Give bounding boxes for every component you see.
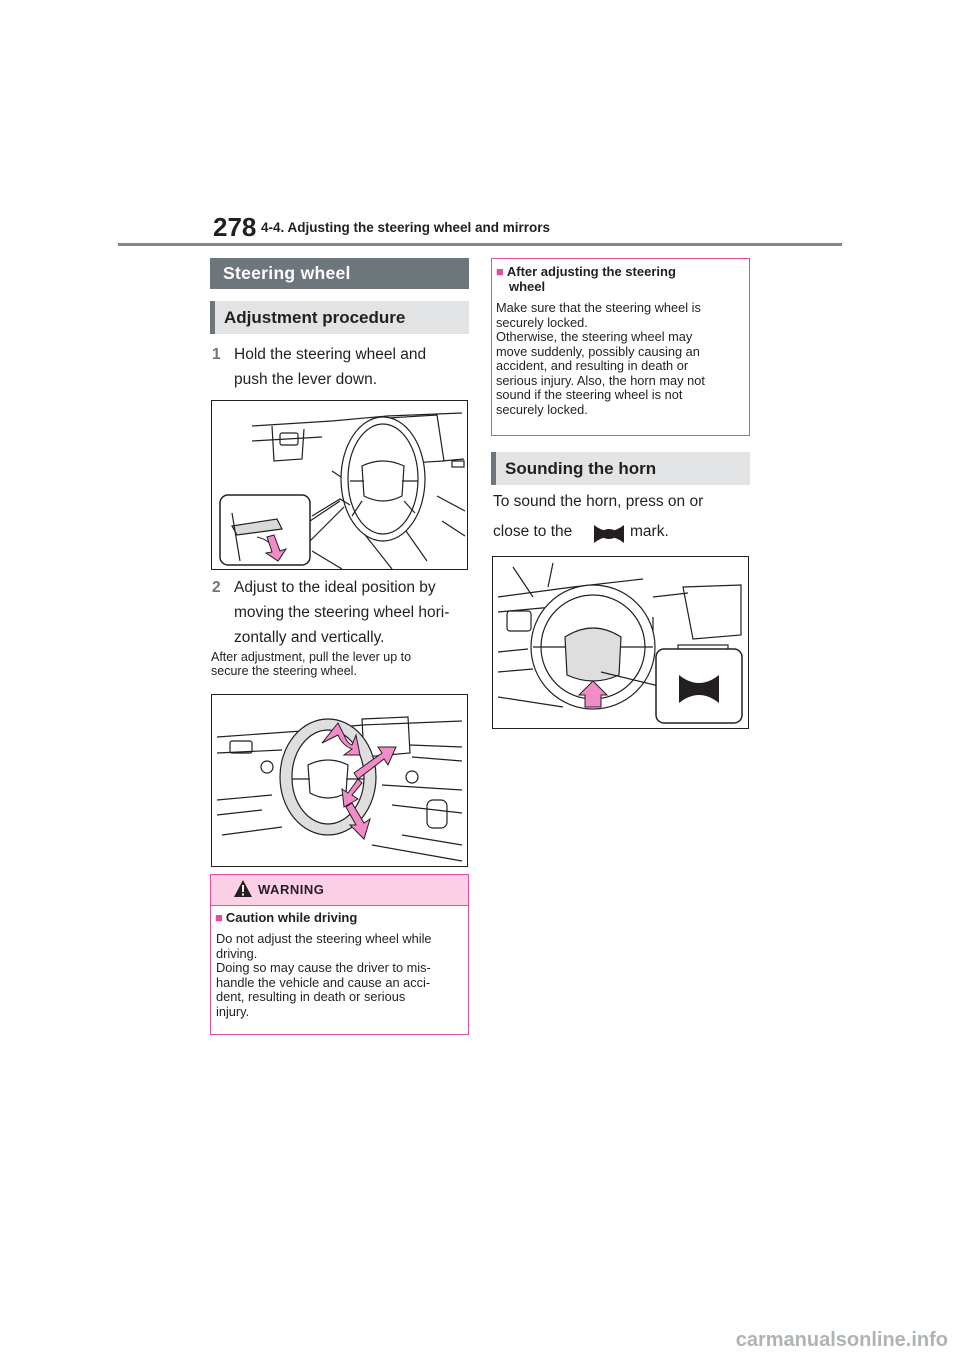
caution-line: move suddenly, possibly causing an (496, 343, 700, 359)
step-text-line: Hold the steering wheel and (234, 346, 427, 363)
section-title: Steering wheel (210, 258, 469, 289)
caution-line: serious injury. Also, the horn may not (496, 372, 705, 388)
subsection-title: Adjustment procedure (210, 301, 469, 334)
caution-line: sound if the steering wheel is not (496, 387, 683, 402)
caution-heading (496, 264, 746, 294)
watermark: carmanualsonline.info (735, 1329, 948, 1351)
horn-icon (592, 521, 626, 547)
page-number: 278 (213, 212, 257, 242)
caution-box (491, 258, 750, 436)
note-line: After adjustment, pull the lever up to (211, 650, 412, 664)
step-number: 1 (212, 346, 221, 363)
caution-line: securely locked. (496, 314, 588, 330)
caution-line: accident, and resulting in death or (496, 358, 689, 373)
square-bullet-icon: ■ (496, 264, 504, 279)
step-text-line: push the lever down. (234, 371, 378, 388)
step-text-line: Adjust to the ideal position by (234, 579, 436, 596)
warning-header (211, 875, 468, 906)
step-text-line: moving the steering wheel hori- (234, 604, 450, 621)
step-2 (212, 576, 472, 651)
warning-box (210, 874, 469, 1035)
square-bullet-icon: ■ (215, 910, 223, 925)
steering-adjust-illustration (211, 694, 468, 867)
caution-heading-line: wheel (509, 279, 546, 294)
warning-line: handle the vehicle and cause an acci- (216, 974, 431, 990)
step-number: 2 (212, 579, 221, 596)
warning-heading (215, 910, 357, 925)
caution-line: Make sure that the steering wheel is (496, 300, 701, 315)
caution-body (496, 301, 748, 417)
steering-lever-illustration (211, 400, 468, 570)
caution-line: securely locked. (496, 401, 588, 417)
horn-instruction-line-before: close to the (493, 523, 573, 540)
adjustment-note (211, 650, 471, 678)
warning-heading-text: Caution while driving (225, 910, 358, 925)
header-divider (118, 243, 842, 246)
warning-title: WARNING (258, 882, 325, 897)
caution-heading-line: After adjusting the steering (506, 264, 676, 279)
step-1 (212, 343, 472, 393)
warning-line: dent, resulting in death or serious (216, 989, 406, 1004)
horn-illustration (492, 556, 749, 729)
note-line: secure the steering wheel. (211, 664, 357, 678)
warning-line: Doing so may cause the driver to mis- (216, 960, 431, 975)
horn-subsection-title: Sounding the horn (491, 452, 750, 485)
chapter-title: 4-4. Adjusting the steering wheel and mirrors (261, 220, 551, 235)
step-text-line: zontally and vertically. (234, 629, 385, 646)
warning-line: injury. (216, 1003, 250, 1019)
warning-body (216, 932, 466, 1019)
warning-line: driving. (216, 945, 258, 961)
horn-instruction-line: To sound the horn, press on or (493, 493, 704, 510)
warning-line: Do not adjust the steering wheel while (216, 931, 432, 946)
horn-instruction-line-after: mark. (630, 523, 669, 540)
caution-line: Otherwise, the steering wheel may (496, 329, 693, 344)
warning-triangle-icon (233, 879, 253, 899)
